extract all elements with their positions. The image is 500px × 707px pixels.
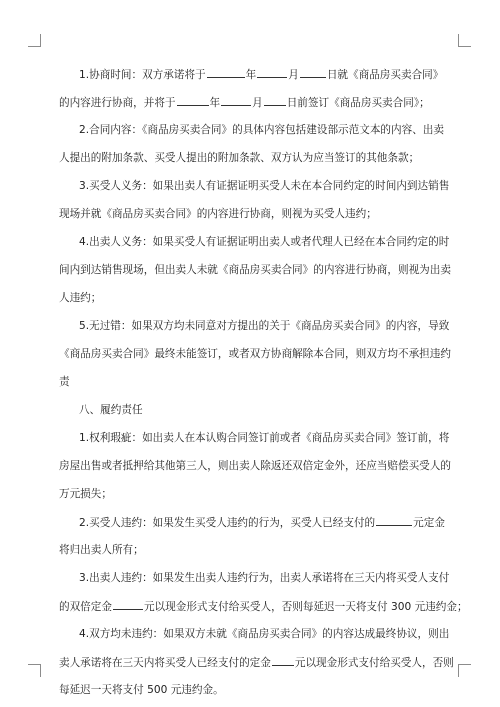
- text-segment: 月: [288, 69, 299, 81]
- blank-day: [264, 94, 286, 106]
- blank-month: [221, 94, 251, 106]
- liability-2-line-1: [79, 514, 459, 531]
- crop-mark-bottom-right: [458, 664, 471, 677]
- blank-year: [177, 94, 209, 106]
- crop-mark-top-left: [28, 34, 41, 47]
- liability-4-line-1: 4.双方均未违约：如果双方未就《商品房买卖合同》的内容达成最终协议，则出: [79, 628, 450, 640]
- blank-month: [257, 66, 287, 78]
- blank-deposit-amount: [376, 514, 412, 526]
- text-segment: 1.协商时间：双方承诺将于: [79, 69, 206, 81]
- clause-4-line-2: 间内到达销售现场，但出卖人未就《商品房买卖合同》的内容进行协商，则视为出卖: [59, 264, 451, 276]
- blank-double-deposit: [113, 598, 143, 610]
- blank-deposit: [272, 654, 294, 666]
- clause-5-line-2: 《商品房买卖合同》最终未能签订，或者双方协商解除本合同，则双方均不承担违约: [59, 348, 451, 360]
- clause-3-line-2: 现场并就《商品房买卖合同》的内容进行协商，则视为买受人违约；: [59, 208, 377, 220]
- liability-1-line-1: 1.权利瑕疵：如出卖人在本认购合同签订前或者《商品房买卖合同》签订前，将: [79, 432, 450, 444]
- clause-4-line-3: 人违约；: [59, 292, 102, 304]
- text-segment: 元以现金形式支付给买受人，否则每延迟一天将支付 300 元违约金；: [143, 601, 468, 613]
- text-segment: 日前签订《商品房买卖合同》；: [286, 97, 430, 109]
- text-segment: 年: [209, 97, 221, 109]
- liability-4-line-3: 每延迟一天将支付 500 元违约金。: [59, 684, 224, 696]
- text-segment: 月: [252, 97, 263, 109]
- clause-1-line-2: [59, 94, 459, 111]
- text-segment: 日就《商品房买卖合同》: [326, 69, 444, 81]
- clause-2-line-2: 人提出的附加条款、买受人提出的附加条款、双方认为应当签订的其他条款；: [59, 152, 420, 164]
- liability-3-line-2: [59, 598, 468, 615]
- clause-2-line-1: 2.合同内容：《商品房买卖合同》的具体内容包括建设部示范文本的内容、出卖: [79, 124, 444, 136]
- text-segment: 2.买受人违约：如果发生买受人违约的行为，买受人已经支付的: [79, 517, 376, 529]
- clause-1-line-1: [79, 66, 459, 83]
- liability-2-line-2: 将归出卖人所有；: [59, 544, 144, 556]
- text-segment: 的双倍定金: [59, 601, 112, 613]
- clause-3-line-1: 3.买受人义务：如果出卖人有证据证明买受人未在本合同约定的时间内到达销售: [79, 180, 450, 192]
- blank-year: [207, 66, 245, 78]
- clause-5-line-3: 责: [59, 376, 70, 388]
- liability-3-line-1: 3.出卖人违约：如果发生出卖人违约行为，出卖人承诺将在三天内将买受人支付: [79, 572, 450, 584]
- section-heading: 八、履约责任: [79, 404, 143, 416]
- crop-mark-bottom-left: [28, 664, 41, 677]
- liability-4-line-2: [59, 654, 459, 671]
- text-segment: 卖人承诺将在三天内将买受人已经支付的定金: [59, 657, 271, 669]
- liability-1-line-2: 房屋出售或者抵押给其他第三人，则出卖人除返还双倍定金外，还应当赔偿买受人的: [59, 460, 451, 472]
- crop-mark-top-right: [458, 34, 471, 47]
- text-segment: 年: [245, 69, 257, 81]
- text-segment: 元以现金形式支付给买受人，否则: [294, 657, 454, 669]
- clause-4-line-1: 4.出卖人义务：如果买受人有证据证明出卖人或者代理人已经在本合同约定的时: [79, 236, 450, 248]
- blank-day: [300, 66, 326, 78]
- text-segment: 元定金: [413, 517, 445, 529]
- text-segment: 的内容进行协商，并将于: [59, 97, 176, 109]
- liability-1-line-3: 万元损失；: [59, 488, 112, 500]
- clause-5-line-1: 5.无过错：如果双方均未同意对方提出的关于《商品房买卖合同》的内容，导致: [79, 320, 450, 332]
